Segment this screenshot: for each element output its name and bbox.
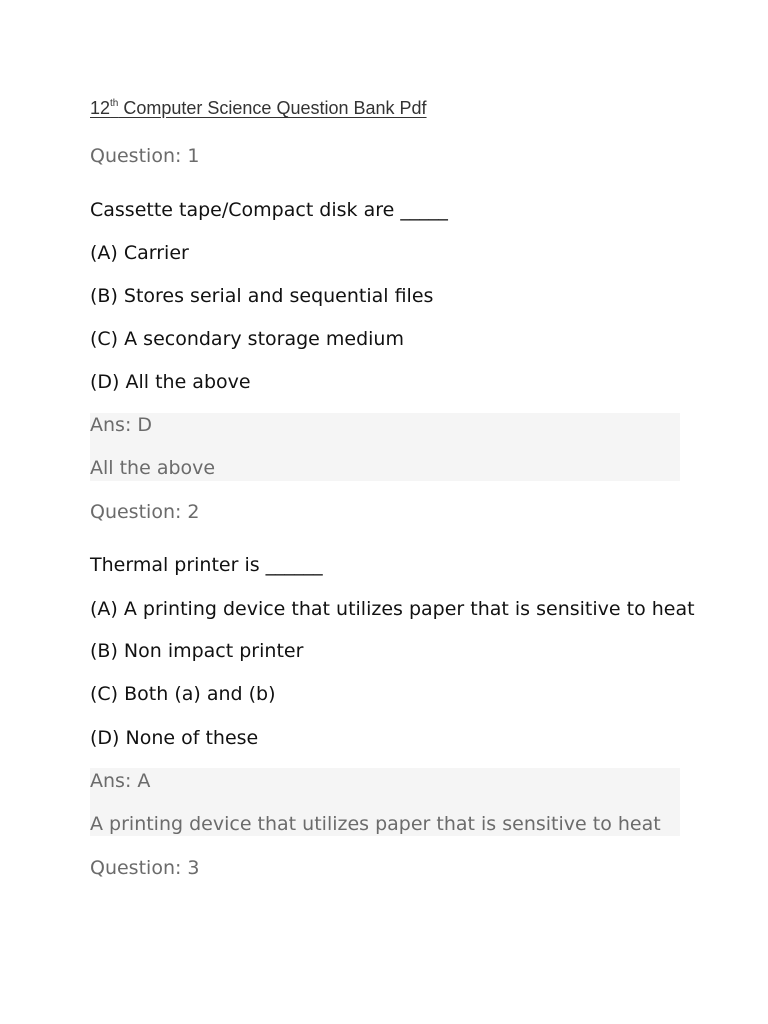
question-2-option-a: (A) A printing device that utilizes paper that is sensitive to heat — [90, 598, 695, 620]
question-1-text: Cassette tape/Compact disk are _____ — [90, 199, 448, 221]
question-1-answer: Ans: D — [90, 414, 153, 436]
question-1-option-c: (C) A secondary storage medium — [90, 328, 404, 350]
title-number: 12 — [90, 98, 111, 118]
question-2-option-c: (C) Both (a) and (b) — [90, 683, 276, 705]
question-2-answer-box — [90, 768, 680, 836]
title-text: Computer Science Question Bank Pdf — [118, 98, 427, 118]
question-2-text: Thermal printer is ______ — [90, 554, 323, 576]
question-2-answer: Ans: A — [90, 770, 151, 792]
question-1-answer-box — [90, 413, 680, 481]
question-1-option-d: (D) All the above — [90, 371, 251, 393]
question-1-option-b: (B) Stores serial and sequential files — [90, 285, 434, 307]
question-1-option-a: (A) Carrier — [90, 242, 189, 264]
question-2-label: Question: 2 — [90, 501, 200, 523]
title-superscript: th — [110, 98, 119, 109]
question-2-option-d: (D) None of these — [90, 727, 259, 749]
question-1-explanation: All the above — [90, 457, 216, 479]
question-2-explanation: A printing device that utilizes paper that is sensitive to heat — [90, 813, 661, 835]
document-title — [90, 98, 427, 119]
question-1-label: Question: 1 — [90, 145, 200, 167]
question-2-option-b: (B) Non impact printer — [90, 640, 304, 662]
question-3-label: Question: 3 — [90, 857, 200, 879]
